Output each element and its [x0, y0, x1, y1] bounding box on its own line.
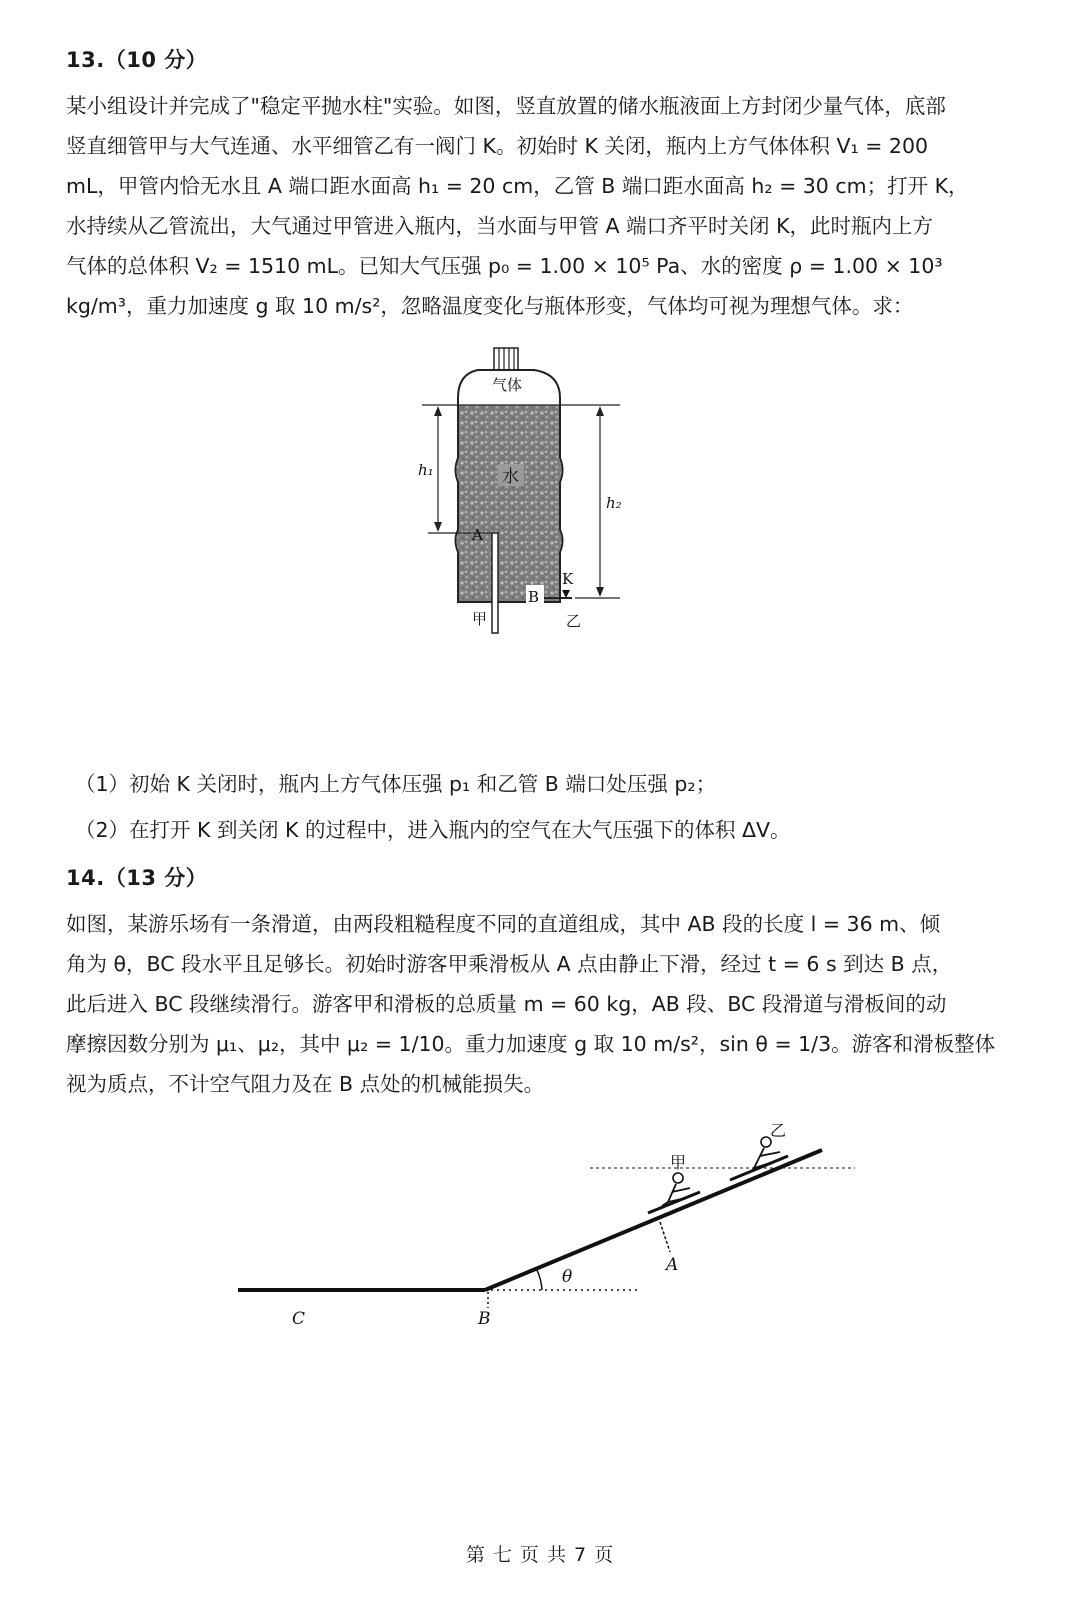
point-c-label: C [292, 1309, 306, 1329]
skier-yi-label: 乙 [770, 1121, 787, 1140]
track-ab [485, 1150, 822, 1290]
tube-yi-label: 乙 [566, 612, 582, 630]
valve-k-icon [562, 590, 570, 598]
q13-header: 13.（10 分） [66, 48, 208, 72]
bottle-figure [400, 340, 660, 645]
point-b-label: B [478, 1309, 491, 1329]
q14-paragraph [66, 904, 1016, 1104]
q13-sub2: （2）在打开 K 到关闭 K 的过程中，进入瓶内的空气在大气压强下的体积 ΔV。 [75, 818, 791, 842]
angle-theta-label: θ [562, 1267, 573, 1287]
tube-jia [492, 533, 498, 633]
skier-jia-icon [648, 1173, 700, 1213]
q13-line: mL，甲管内恰无水且 A 端口距水面高 h₁ = 20 cm，乙管 B 端口距水面高 h₂ = 30 cm；打开 K， [66, 174, 969, 198]
water-fill [457, 405, 562, 601]
q13-paragraph [66, 86, 1016, 326]
q13-line: 气体的总体积 V₂ = 1510 mL。已知大气压强 p₀ = 1.00 × 10⁵ Pa、水的密度 ρ = 1.00 × 10³ [66, 254, 943, 278]
q14-line: 如图，某游乐场有一条滑道，由两段粗糙程度不同的直道组成，其中 AB 段的长度 l = 36 m、倾 [66, 912, 941, 936]
bottle-cap [494, 348, 518, 370]
slide-figure [230, 1110, 870, 1340]
water-label: 水 [502, 467, 519, 487]
q13-line: 竖直细管甲与大气连通、水平细管乙有一阀门 K。初始时 K 关闭，瓶内上方气体体积 V₁ = 200 [66, 134, 929, 158]
port-b-label: B [528, 588, 540, 606]
h1-label: h₁ [418, 461, 434, 479]
q13-sub1: （1）初始 K 关闭时，瓶内上方气体压强 p₁ 和乙管 B 端口处压强 p₂； [75, 772, 717, 796]
point-a-label: A [666, 1255, 679, 1275]
h2-label: h₂ [606, 494, 622, 512]
q13-line: kg/m³，重力加速度 g 取 10 m/s²，忽略温度变化与瓶体形变，气体均可视为理想气体。求： [66, 294, 914, 318]
q14-line: 此后进入 BC 段继续滑行。游客甲和滑板的总质量 m = 60 kg，AB 段、BC 段滑道与滑板间的动 [66, 992, 947, 1016]
skier-jia-label: 甲 [670, 1153, 687, 1172]
skier-yi-icon [730, 1137, 788, 1180]
q14-line: 角为 θ，BC 段水平且足够长。初始时游客甲乘滑板从 A 点由静止下滑，经过 t = 6 s 到达 B 点， [66, 952, 953, 976]
q13-line: 水持续从乙管流出，大气通过甲管进入瓶内，当水面与甲管 A 端口齐平时关闭 K，此时瓶内上方 [66, 214, 934, 238]
page-footer: 第 七 页 共 7 页 [465, 1544, 615, 1566]
q14-header: 14.（13 分） [66, 866, 208, 890]
gas-label: 气体 [492, 376, 523, 394]
port-a-label: A [472, 526, 483, 544]
q14-line: 摩擦因数分别为 μ₁、μ₂，其中 μ₂ = 1/10。重力加速度 g 取 10 m/s²，sin θ = 1/3。游客和滑板整体 [66, 1032, 996, 1056]
q14-line: 视为质点，不计空气阻力及在 B 点处的机械能损失。 [66, 1072, 545, 1096]
q13-line: 某小组设计并完成了"稳定平抛水柱"实验。如图，竖直放置的储水瓶液面上方封闭少量气体，底部 [66, 94, 946, 118]
tube-jia-label: 甲 [472, 610, 488, 628]
valve-k-label: K [562, 570, 574, 588]
